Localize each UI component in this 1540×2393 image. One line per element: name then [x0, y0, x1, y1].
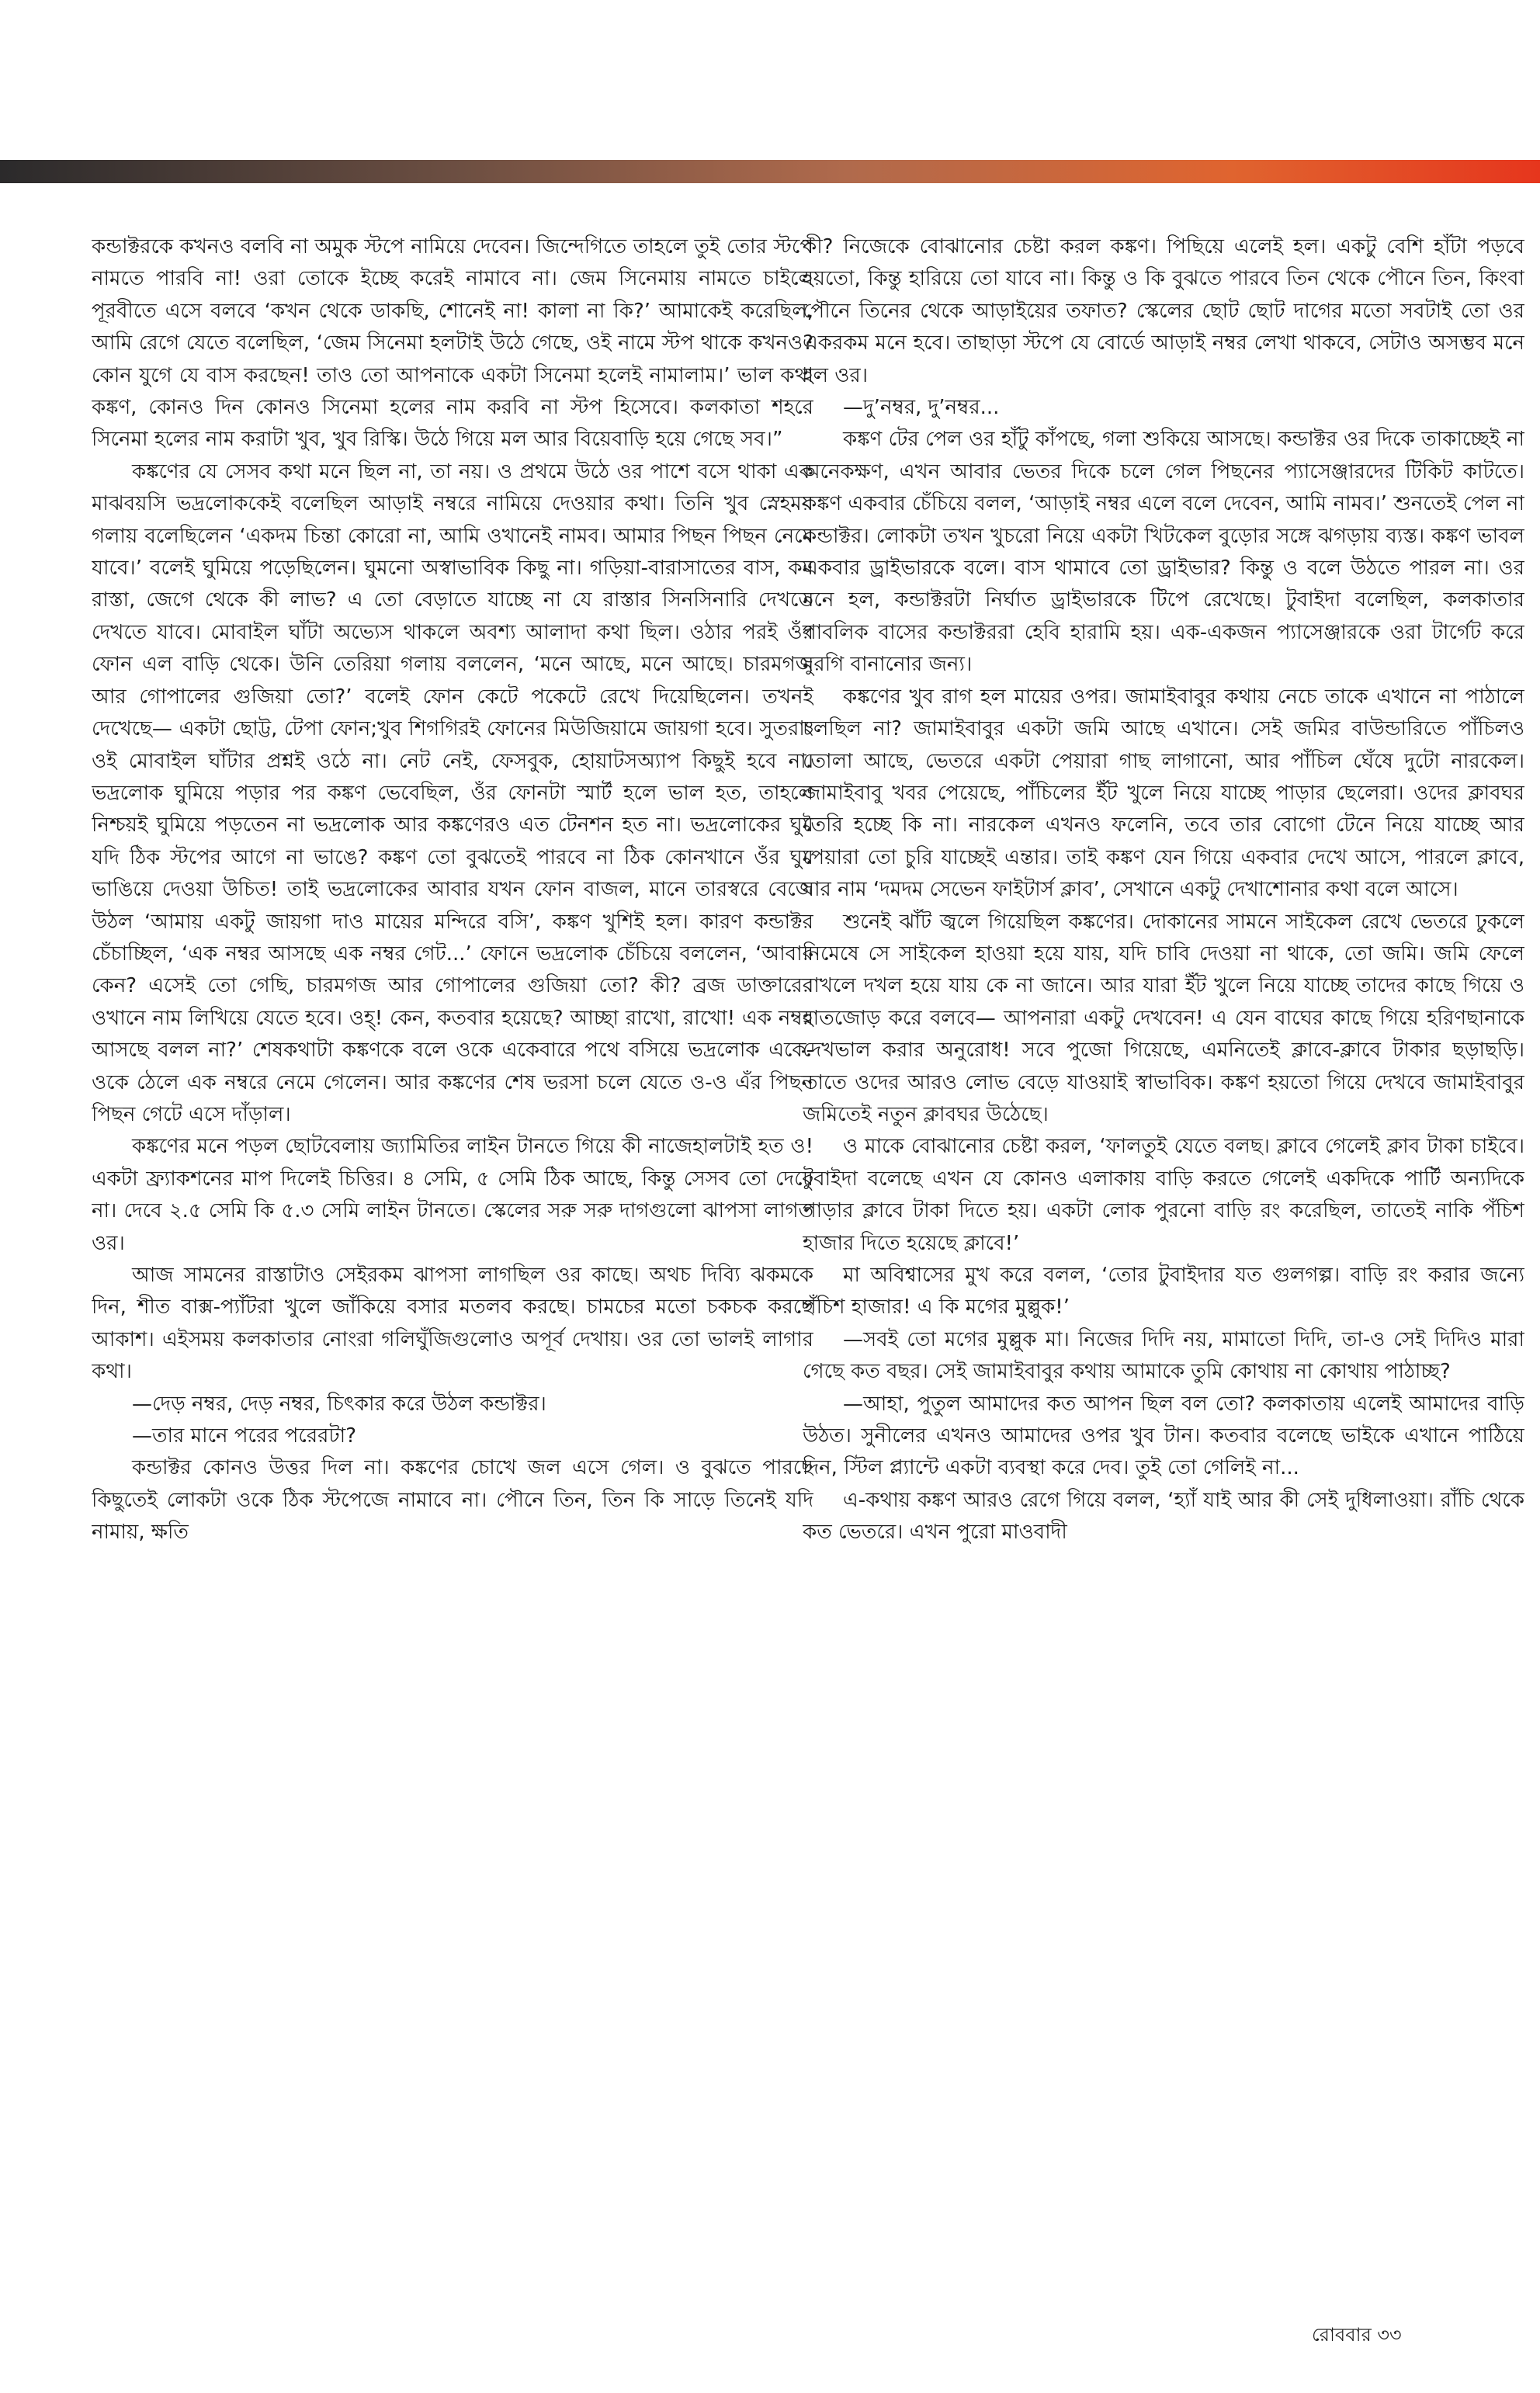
left-text-column — [92, 231, 813, 2327]
top-color-bar — [0, 160, 1540, 183]
paragraph: —তার মানে পরের পরেরটা? — [132, 1424, 356, 1448]
paragraph: —দেড় নম্বর, দেড় নম্বর, চিৎকার করে উঠল কন্ডাক্টর। — [132, 1392, 546, 1416]
paragraph: মা অবিশ্বাসের মুখ করে বলল, ‘তোর টুবাইদার যত গুলগল্প। বাড়ি রং করার জন্যে পঁচিশ হাজার! এ কি মগের মুল্লুক!’ — [803, 1264, 1524, 1320]
paragraph: —সবই তো মগের মুল্লুক মা। নিজের দিদি নয়, মামাতো দিদি, তা-ও সেই দিদিও মারা গেছে কত বছর। সেই জামাইবাবুর কথায় আমাকে তুমি কোথায় না কোথায় পাঠাচ্ছ? — [803, 1327, 1524, 1384]
paragraph: শুনেই ঝাঁট জ্বলে গিয়েছিল কঙ্কণের। দোকানের সামনে সাইকেল রেখে ভেতরে ঢুকলে নিমেষে সে সাইকেল হাওয়া হয়ে যায়, যদি চাবি দেওয়া না থাকে, তো জমি। জমি ফেলে রাখলে দখল হয়ে যায় কে না জানে। আর যারা ইঁট খুলে নিয়ে যাচ্ছে তাদের কাছে গিয়ে ও হাতজোড় করে বলবে— আপনারা একটু দেখবেন! এ যেন বাঘের কাছে গিয়ে হরিণছানাকে দেখভাল করার অনুরোধ! সবে পুজো গিয়েছে, এমনিতেই ক্লাবে-ক্লাবে টাকার ছড়াছড়ি। তাতে ওদের আরও লোভ বেড়ে যাওয়াই স্বাভাবিক। কঙ্কণ হয়তো গিয়ে দেখবে জামাইবাবুর জমিতেই নতুন ক্লাবঘর উঠেছে। — [803, 910, 1524, 1126]
paragraph: —দু’নম্বর, দু’নম্বর... — [843, 396, 1000, 420]
paragraph: কঙ্কণের খুব রাগ হল মায়ের ওপর। জামাইবাবুর কথায় নেচে তাকে এখানে না পাঠালে চলছিল না? জামাইবাবুর একটা জমি আছে এখানে। সেই জমির বাউন্ডারিতে পাঁচিলও তোলা আছে, ভেতরে একটা পেয়ারা গাছ লাগানো, আর পাঁচিল ঘেঁষে দুটো নারকেল। জামাইবাবু খবর পেয়েছে, পাঁচিলের ইঁট খুলে নিয়ে যাচ্ছে পাড়ার ছেলেরা। ওদের ক্লাবঘর তৈরি হচ্ছে কি না। নারকেল এখনও ফলেনি, তবে তার বোগো টেনে নিয়ে যাচ্ছে আর পেয়ারা তো চুরি যাচ্ছেই এন্তার। তাই কঙ্কণ যেন গিয়ে একবার দেখে আসে, পারলে ক্লাবে, যার নাম ‘দমদম সেভেন ফাইটার্স ক্লাব’, সেখানে একটু দেখাশোনার কথা বলে আসে। — [803, 685, 1524, 902]
paragraph: কী? নিজেকে বোঝানোর চেষ্টা করল কঙ্কণ। পিছিয়ে এলেই হল। একটু বেশি হাঁটা পড়বে হয়তো, কিন্তু হারিয়ে তো যাবে না। কিন্তু ও কি বুঝতে পারবে তিন থেকে পৌনে তিন, কিংবা পৌনে তিনের থেকে আড়াইয়ের তফাত? স্কেলের ছোট ছোট দাগের মতো সবটাই তো ওর একরকম মনে হবে। তাছাড়া স্টপে যে বোর্ডে আড়াই নম্বর লেখা থাকবে, সেটাও অসম্ভব মনে হল ওর। — [803, 235, 1524, 387]
paragraph: কন্ডাক্টর কোনও উত্তর দিল না। কঙ্কণের চোখে জল এসে গেল। ও বুঝতে পারছে কিছুতেই লোকটা ওকে ঠিক স্টপেজে নামাবে না। পৌনে তিন, তিন কি সাড়ে তিনেই যদি নামায়, ক্ষতি — [92, 1456, 813, 1545]
paragraph: কঙ্কণের যে সেসব কথা মনে ছিল না, তা নয়। ও প্রথমে উঠে ওর পাশে বসে থাকা এক মাঝবয়সি ভদ্রলোককেই বলেছিল আড়াই নম্বরে নামিয়ে দেওয়ার কথা। তিনি খুব স্নেহময় গলায় বলেছিলেন ‘একদম চিন্তা কোরো না, আমি ওখানেই নামব। আমার পিছন পিছন নেমে যাবে।’ বলেই ঘুমিয়ে পড়েছিলেন। ঘুমনো অস্বাভাবিক কিছু না। গড়িয়া-বারাসাতের বাস, কম রাস্তা, জেগে থেকে কী লাভ? এ তো বেড়াতে যাচ্ছে না যে রাস্তার সিনসিনারি দেখতে দেখতে যাবে। মোবাইল ঘাঁটা অভ্যেস থাকলে অবশ্য আলাদা কথা ছিল। ওঠার পরই ওঁর ফোন এল বাড়ি থেকে। উনি তেরিয়া গলায় বললেন, ‘মনে আছে, মনে আছে। চারমগজ আর গোপালের গুজিয়া তো?’ বলেই ফোন কেটে পকেটে রেখে দিয়েছিলেন। তখনই দেখেছে— একটা ছোট্ট, টেপা ফোন;খুব শিগগিরই ফোনের মিউজিয়ামে জায়গা হবে। সুতরাং ওই মোবাইল ঘাঁটার প্রশ্নই ওঠে না। নেট নেই, ফেসবুক, হোয়াটসঅ্যাপ কিছুই হবে না। ভদ্রলোক ঘুমিয়ে পড়ার পর কঙ্কণ ভেবেছিল, ওঁর ফোনটা স্মার্ট হলে ভাল হত, তাহলে নিশ্চয়ই ঘুমিয়ে পড়তেন না ভদ্রলোক আর কঙ্কণেরও এত টেনশন হত না। ভদ্রলোকের ঘুম যদি ঠিক স্টপের আগে না ভাঙে? কঙ্কণ তো বুঝতেই পারবে না ঠিক কোনখানে ওঁর ঘুম ভাঙিয়ে দেওয়া উচিত! তাই ভদ্রলোকের আবার যখন ফোন বাজল, মানে তারস্বরে বেজে উঠল ‘আমায় একটু জায়গা দাও মায়ের মন্দিরে বসি’, কঙ্কণ খুশিই হল। কারণ কন্ডাক্টর চেঁচাচ্ছিল, ‘এক নম্বর আসছে এক নম্বর গেট...’ ফোনে ভদ্রলোক চেঁচিয়ে বললেন, ‘আবার কেন? এসেই তো গেছি, চারমগজ আর গোপালের গুজিয়া তো? কী? ব্রজ ডাক্তারের ওখানে নাম লিখিয়ে যেতে হবে। ওহ্! কেন, কতবার হয়েছে? আচ্ছা রাখো, রাখো! এক নম্বর আসছে বলল না?’ শেষকথাটা কঙ্কণকে বলে ওকে একেবারে পথে বসিয়ে ভদ্রলোক একে-ওকে ঠেলে এক নম্বরে নেমে গেলেন। আর কঙ্কণের শেষ ভরসা চলে যেতে ও-ও এঁর পিছন পিছন গেটে এসে দাঁড়াল। — [92, 460, 813, 1126]
paragraph: কন্ডাক্টরকে কখনও বলবি না অমুক স্টপে নামিয়ে দেবেন। জিন্দেগিতে তাহলে তুই তোর স্টপে নামতে পারবি না! ওরা তোকে ইচ্ছে করেই নামাবে না। জেম সিনেমায় নামতে চাইলে পূরবীতে এসে বলবে ‘কখন থেকে ডাকছি, শোনেই না! কালা না কি?’ আমাকেই করেছিল, আমি রেগে যেতে বলেছিল, ‘জেম সিনেমা হলটাই উঠে গেছে, ওই নামে স্টপ থাকে কখনও? কোন যুগে যে বাস করছেন! তাও তো আপনাকে একটা সিনেমা হলেই নামালাম।’ ভাল কথা কঙ্কণ, কোনও দিন কোনও সিনেমা হলের নাম করবি না স্টপ হিসেবে। কলকাতা শহরে সিনেমা হলের নাম করাটা খুব, খুব রিস্কি। উঠে গিয়ে মল আর বিয়েবাড়ি হয়ে গেছে সব।” — [92, 235, 813, 452]
paragraph: এ-কথায় কঙ্কণ আরও রেগে গিয়ে বলল, ‘হ্যাঁ যাই আর কী সেই দুধিলাওয়া। রাঁচি থেকে কত ভেতরে। এখন পুরো মাওবাদী — [803, 1488, 1524, 1545]
paragraph: আজ সামনের রাস্তাটাও সেইরকম ঝাপসা লাগছিল ওর কাছে। অথচ দিব্যি ঝকমকে দিন, শীত বাক্স-প্যাঁটরা খুলে জাঁকিয়ে বসার মতলব করছে। চামচের মতো চকচক করছে আকাশ। এইসময় কলকাতার নোংরা গলিঘুঁজিগুলোও অপূর্ব দেখায়। ওর তো ভালই লাগার কথা। — [92, 1264, 813, 1384]
page-footer-label: রোববার ৩৩ — [1312, 2324, 1402, 2346]
paragraph: কঙ্কণ টের পেল ওর হাঁটু কাঁপছে, গলা শুকিয়ে আসছে। কন্ডাক্টর ওর দিকে তাকাচ্ছেই না অনেকক্ষণ, এখন আবার ভেতর দিকে চলে গেল পিছনের প্যাসেঞ্জারদের টিকিট কাটতে। কঙ্কণ একবার চেঁচিয়ে বলল, ‘আড়াই নম্বর এলে বলে দেবেন, আমি নামব।’ শুনতেই পেল না কন্ডাক্টর। লোকটা তখন খুচরো নিয়ে একটা খিটকেল বুড়োর সঙ্গে ঝগড়ায় ব্যস্ত। কঙ্কণ ভাবল একবার ড্রাইভারকে বলে। বাস থামাবে তো ড্রাইভার? কিন্তু ও বলে উঠতে পারল না। ওর মনে হল, কন্ডাক্টরটা নির্ঘাত ড্রাইভারকে টিপে রেখেছে। টুবাইদা বলেছিল, কলকাতার পাবলিক বাসের কন্ডাক্টররা হেবি হারামি হয়। এক-একজন প্যাসেঞ্জারকে ওরা টার্গেট করে মুরগি বানানোর জন্য। — [803, 428, 1524, 677]
right-text-column — [803, 231, 1524, 2327]
paragraph: কঙ্কণের মনে পড়ল ছোটবেলায় জ্যামিতির লাইন টানতে গিয়ে কী নাজেহালটাই হত ও! একটা ফ্র্যাকশনের মাপ দিলেই চিত্তির। ৪ সেমি, ৫ সেমি ঠিক আছে, কিন্তু সেসব তো দেবে না। দেবে ২.৫ সেমি কি ৫.৩ সেমি লাইন টানতে। স্কেলের সরু সরু দাগগুলো ঝাপসা লাগত ওর। — [92, 1135, 813, 1255]
paragraph: —আহা, পুতুল আমাদের কত আপন ছিল বল তো? কলকাতায় এলেই আমাদের বাড়ি উঠত। সুনীলের এখনও আমাদের ওপর খুব টান। কতবার বলেছে ভাইকে এখানে পাঠিয়ে দিন, স্টিল প্ল্যান্টে একটা ব্যবস্থা করে দেব। তুই তো গেলিই না... — [803, 1392, 1524, 1480]
paragraph: ও মাকে বোঝানোর চেষ্টা করল, ‘ফালতুই যেতে বলছ। ক্লাবে গেলেই ক্লাব টাকা চাইবে। টুবাইদা বলেছে এখন যে কোনও এলাকায় বাড়ি করতে গেলেই একদিকে পার্টি অন্যদিকে পাড়ার ক্লাবে টাকা দিতে হয়। একটা লোক পুরনো বাড়ি রং করেছিল, তাতেই নাকি পঁচিশ হাজার দিতে হয়েছে ক্লাবে!’ — [803, 1135, 1524, 1255]
